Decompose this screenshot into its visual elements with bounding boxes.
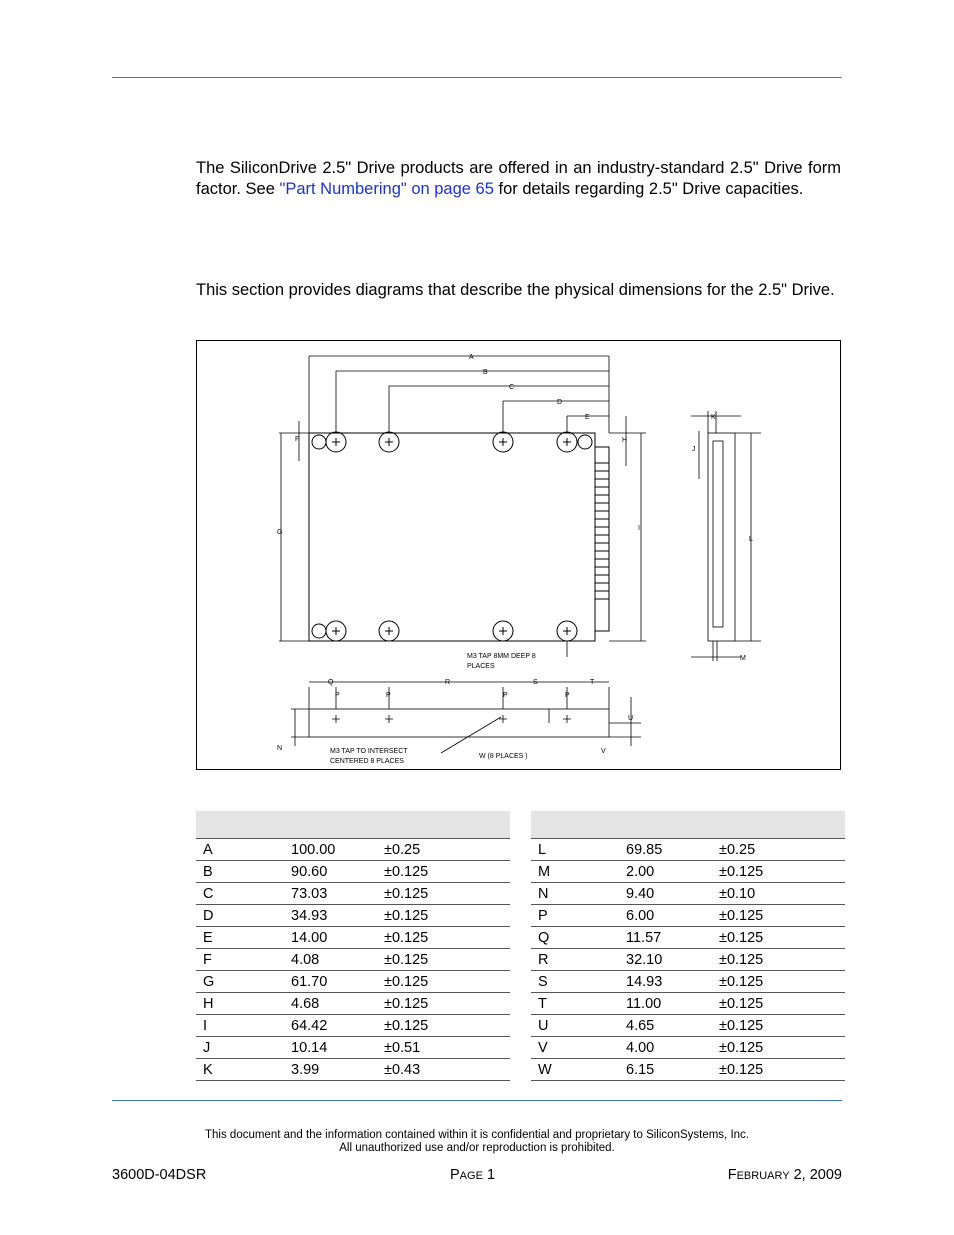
dimension-letter: G [196,971,284,993]
dimension-value: 32.10 [619,949,712,971]
section-paragraph: This section provides diagrams that describe the physical dimensions for the 2.5" Drive. [196,281,835,299]
table-row [196,1037,510,1059]
dimension-tolerance: ±0.125 [377,949,510,971]
svg-text:M3 TAP 8MM DEEP 8: M3 TAP 8MM DEEP 8 [467,653,536,660]
dimension-tolerance: ±0.125 [712,971,845,993]
svg-text:K: K [711,414,716,421]
drive-top-view [309,433,595,641]
svg-text:E: E [585,414,590,421]
dimension-letter: L [531,839,619,861]
dimension-value: 10.14 [284,1037,377,1059]
dimension-tolerance: ±0.125 [377,1015,510,1037]
dimension-table-right [531,811,845,1081]
table-header-row [196,811,510,839]
dimension-value: 100.00 [284,839,377,861]
page-number: PAGE 1 [450,1167,496,1183]
svg-text:I: I [638,525,640,532]
dimension-drawing [197,341,842,771]
table-row [531,993,845,1015]
table-row [196,927,510,949]
dimension-value: 73.03 [284,883,377,905]
dimension-letter: K [196,1059,284,1081]
svg-text:P: P [565,692,570,699]
table-row [531,1059,845,1081]
svg-text:A: A [469,354,474,361]
table-row [531,883,845,905]
dimension-value: 9.40 [619,883,712,905]
dimension-value: 11.57 [619,927,712,949]
dimension-letter: F [196,949,284,971]
svg-text:S: S [533,679,538,686]
dimension-tolerance: ±0.125 [377,883,510,905]
dimension-tolerance: ±0.125 [377,971,510,993]
document-date: FEBRUARY 2, 2009 [727,1167,842,1183]
dimension-tolerance: ±0.125 [712,949,845,971]
dimension-value: 4.00 [619,1037,712,1059]
dimension-value: 14.93 [619,971,712,993]
dimension-letter: J [196,1037,284,1059]
dimension-letter: W [531,1059,619,1081]
table-row [196,861,510,883]
dimension-tolerance: ±0.125 [712,1015,845,1037]
svg-text:CENTERED 8 PLACES: CENTERED 8 PLACES [330,758,404,765]
svg-text:M: M [740,655,746,662]
dimension-value: 64.42 [284,1015,377,1037]
dimension-value: 2.00 [619,861,712,883]
table-row [531,949,845,971]
confidentiality-line-1: This document and the information contained within it is confidential and proprietary to SiliconSystems, Inc. [205,1129,749,1141]
svg-text:D: D [557,399,563,406]
dimension-tolerance: ±0.25 [377,839,510,861]
intro-paragraph [196,158,841,200]
part-numbering-link[interactable]: "Part Numbering" on page 65 [279,180,494,198]
dimension-value: 6.00 [619,905,712,927]
svg-text:Q: Q [328,679,334,686]
table-row [196,949,510,971]
dimension-letter: D [196,905,284,927]
document-id: 3600D-04DSR [112,1167,207,1183]
svg-text:G: G [277,529,283,536]
dimension-tolerance: ±0.125 [377,905,510,927]
svg-text:V: V [601,748,606,755]
dimension-tolerance: ±0.10 [712,883,845,905]
header-rule [112,77,842,78]
dimension-tolerance: ±0.51 [377,1037,510,1059]
svg-text:F: F [295,436,300,443]
dimension-letter: N [531,883,619,905]
connector-top-view [595,447,609,631]
table-row [196,1015,510,1037]
intro-text-before: The SiliconDrive 2.5" Drive products are offered in an industry-standard 2.5" Drive form factor. See [196,159,841,198]
svg-text:B: B [483,369,488,376]
table-row [531,839,845,861]
dimension-letter: U [531,1015,619,1037]
dimension-labels [277,354,753,765]
svg-text:P: P [503,692,508,699]
dimension-letter: P [531,905,619,927]
table-row [531,861,845,883]
dimension-letter: C [196,883,284,905]
dimension-letter: B [196,861,284,883]
dimension-tolerance: ±0.125 [377,993,510,1015]
svg-text:U: U [628,715,634,722]
dimension-value: 69.85 [619,839,712,861]
dimension-table-left [196,811,510,1081]
table-row [196,883,510,905]
dimension-diagram [196,340,841,770]
dimension-value: 4.08 [284,949,377,971]
dimension-value: 4.68 [284,993,377,1015]
table-row [196,839,510,861]
table-row [196,1059,510,1081]
dimension-tolerance: ±0.125 [712,905,845,927]
dimension-letter: T [531,993,619,1015]
dimension-letter: I [196,1015,284,1037]
dimension-tolerance: ±0.125 [377,861,510,883]
dimension-letter: V [531,1037,619,1059]
dimension-tolerance: ±0.125 [712,861,845,883]
dimension-value: 14.00 [284,927,377,949]
svg-text:L: L [749,536,753,543]
svg-text:J: J [692,446,696,453]
svg-text:P: P [386,692,391,699]
dimension-value: 61.70 [284,971,377,993]
intro-text-after: for details regarding 2.5" Drive capacities. [493,180,804,198]
svg-text:H: H [622,437,628,444]
mounting-holes [312,432,592,641]
table-row [531,1037,845,1059]
dimension-tolerance: ±0.43 [377,1059,510,1081]
svg-text:W (8 PLACES ): W (8 PLACES ) [479,753,528,760]
dimension-letter: Q [531,927,619,949]
dimension-lines [279,356,761,753]
dimension-tolerance: ±0.125 [712,1037,845,1059]
svg-text:C: C [509,384,515,391]
connector-pins [595,463,609,599]
table-row [531,1015,845,1037]
dimension-letter: E [196,927,284,949]
dimension-letter: H [196,993,284,1015]
table-row [531,927,845,949]
dimension-value: 34.93 [284,905,377,927]
svg-text:R: R [445,679,451,686]
dimension-value: 11.00 [619,993,712,1015]
svg-text:N: N [277,745,283,752]
table-row [531,971,845,993]
dimension-value: 4.65 [619,1015,712,1037]
dimension-value: 6.15 [619,1059,712,1081]
dimension-tolerance: ±0.25 [712,839,845,861]
svg-text:T: T [590,679,595,686]
table-row [196,993,510,1015]
table-row [196,905,510,927]
svg-text:M3 TAP TO INTERSECT: M3 TAP TO INTERSECT [330,748,408,755]
dimension-letter: R [531,949,619,971]
dimension-value: 90.60 [284,861,377,883]
dimension-value: 3.99 [284,1059,377,1081]
dimension-tolerance: ±0.125 [712,1059,845,1081]
dimension-tolerance: ±0.125 [712,927,845,949]
confidentiality-line-2: All unauthorized use and/or reproduction is prohibited. [339,1142,615,1154]
dimension-letter: M [531,861,619,883]
svg-text:PLACES: PLACES [467,663,495,670]
dimension-letter: A [196,839,284,861]
table-row [196,971,510,993]
table-header-row [531,811,845,839]
svg-text:P: P [335,692,340,699]
footer-rule [112,1100,842,1101]
table-row [531,905,845,927]
dimension-letter: S [531,971,619,993]
confidentiality-note [112,1129,842,1155]
dimension-tolerance: ±0.125 [377,927,510,949]
dimension-tolerance: ±0.125 [712,993,845,1015]
